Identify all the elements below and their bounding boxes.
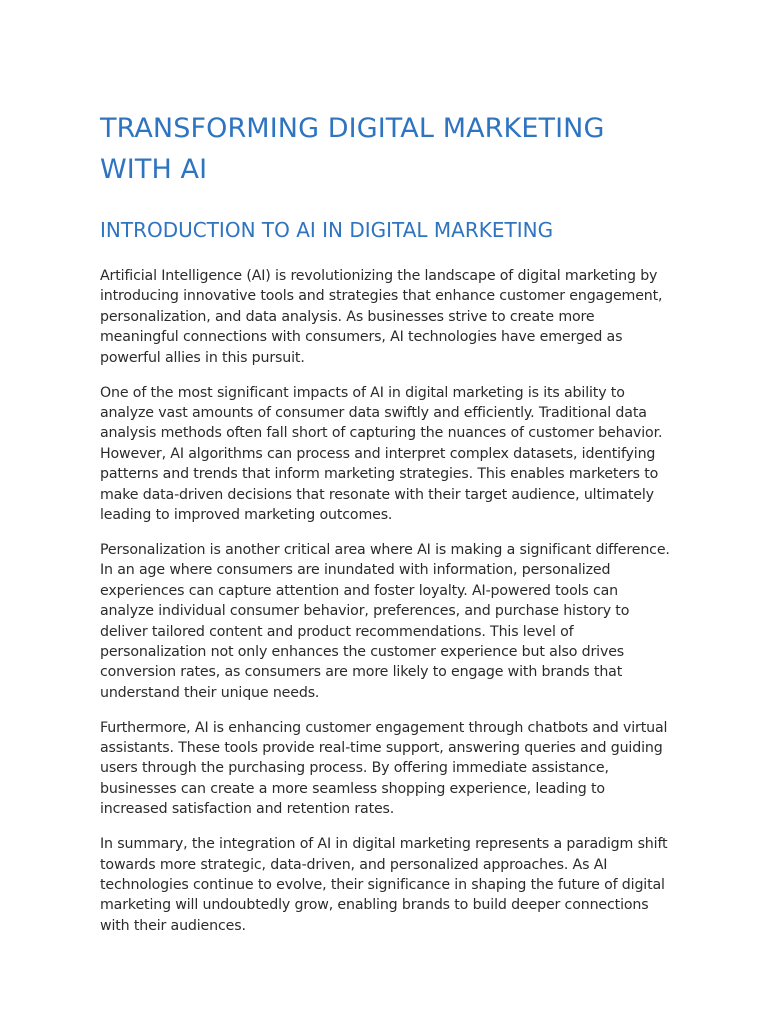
body-paragraph-2: One of the most significant impacts of AI in digital marketing is its ability to analyze vast amounts of consumer data swiftly and efficiently. Traditional data analysis methods often fall short of capturing the nuances of customer behavior. However, AI algorithms can process and interpret complex datasets, identifying patterns and trends that inform marketing strategies. This enables marketers to make data-driven decisions that resonate with their target audience, ultimately leading to improved marketing outcomes.	[100, 384, 663, 523]
section-heading: INTRODUCTION TO AI IN DIGITAL MARKETING	[100, 218, 554, 242]
body-paragraph-3: Personalization is another critical area where AI is making a significant difference. In an age where consumers are inundated with information, personalized experiences can capture attention and foster loyalty. AI-powered tools can analyze individual consumer behavior, preferences, and purchase history to deliver tailored content and product recommendations. This level of personalization not only enhances the customer experience but also drives conversion rates, as consumers are more likely to engage with brands that understand their unique needs.	[100, 541, 670, 701]
body-paragraph-4: Furthermore, AI is enhancing customer engagement through chatbots and virtual assistants. These tools provide real-time support, answering queries and guiding users through the purchasing process. By offering immediate assistance, businesses can create a more seamless shopping experience, leading to increased satisfaction and retention rates.	[100, 719, 668, 818]
document-title: TRANSFORMING DIGITAL MARKETING WITH AI	[100, 113, 605, 185]
body-paragraph-5: In summary, the integration of AI in digital marketing represents a paradigm shift towards more strategic, data-driven, and personalized approaches. As AI technologies continue to evolve, their significance in shaping the future of digital marketing will undoubtedly grow, enabling brands to build deeper connections with their audiences.	[100, 836, 668, 934]
body-paragraph-1: Artificial Intelligence (AI) is revolutionizing the landscape of digital marketing by introducing innovative tools and strategies that enhance customer engagement, personalization, and data analysis. As businesses strive to create more meaningful connections with consumers, AI technologies have emerged as powerful allies in this pursuit.	[100, 268, 663, 366]
document-page	[100, 108, 672, 936]
